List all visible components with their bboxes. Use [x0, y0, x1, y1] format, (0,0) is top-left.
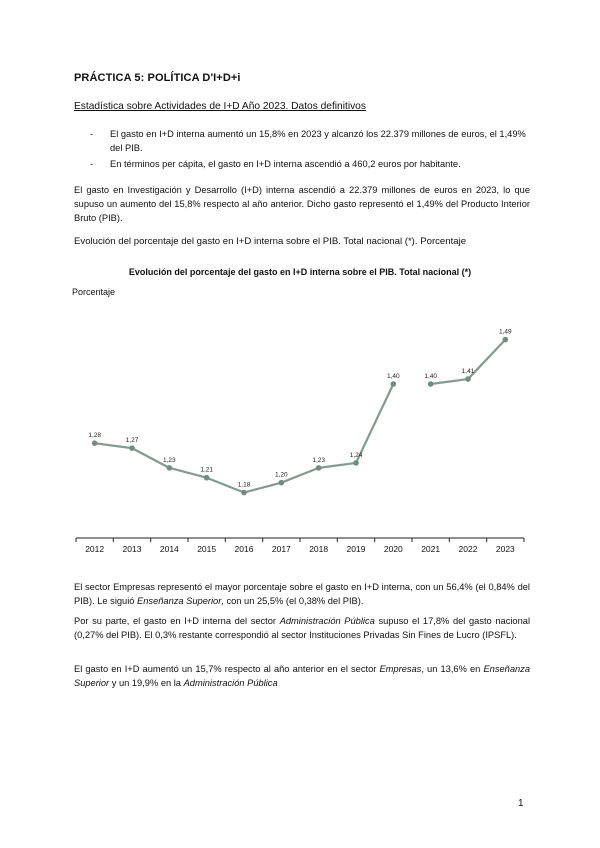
data-point: [391, 381, 397, 387]
x-tick-label: 2016: [234, 544, 254, 554]
data-label: 1,40: [387, 373, 400, 380]
bullet-text: El gasto en I+D interna aumentó un 15,8% en 2023 y alcanzó los 22.379 millones de euros, el 1,49% del PIB.: [110, 129, 526, 153]
x-tick-label: 2014: [159, 544, 179, 554]
paragraph-growth: [74, 662, 530, 690]
data-point: [204, 475, 210, 481]
paragraph-summary: El gasto en Investigación y Desarrollo (I+D) interna ascendió a 22.379 millones de euros en 2023, lo que supuso un aumento del 15,8% respecto al año anterior. Dicho gasto representó el 1,49% del Producto Interior Bruto (PIB).: [74, 185, 530, 223]
x-tick-label: 2017: [271, 544, 291, 554]
x-tick-label: 2018: [309, 544, 329, 554]
key-facts-list: [90, 128, 530, 175]
data-point: [279, 480, 285, 486]
data-label: 1,40: [424, 373, 437, 380]
data-point: [503, 337, 509, 343]
data-point: [353, 460, 359, 466]
x-tick-label: 2022: [458, 544, 478, 554]
data-label: 1,20: [275, 471, 288, 479]
data-point: [129, 445, 135, 451]
text-run: El gasto en I+D aumentó un 15,7% respecto al año anterior en el sector: [74, 664, 380, 674]
data-point: [92, 440, 98, 446]
x-tick-label: 2020: [383, 544, 403, 554]
data-point: [241, 490, 247, 496]
data-point: [428, 381, 434, 387]
chart-y-label: Porcentaje: [72, 287, 116, 297]
x-tick-label: 2013: [122, 544, 142, 554]
text-run: y un 19,9% en la: [109, 678, 184, 688]
data-label: 1,49: [499, 328, 512, 336]
data-label: 1,28: [88, 432, 101, 440]
data-point: [316, 465, 322, 471]
x-tick-label: 2019: [346, 544, 366, 554]
text-run: El sector Empresas representó el mayor porcentaje sobre el gasto en I+D interna, con un 56,4% (el 0,84% del PIB). Le siguió: [74, 582, 530, 606]
section-subtitle: Estadística sobre Actividades de I+D Año 2023. Datos definitivos: [74, 101, 366, 112]
text-run-italic: Empresas: [379, 664, 422, 674]
paragraph-public-sector: [74, 614, 530, 642]
text-run: , con un 25,5% (el 0,38% del PIB).: [221, 596, 364, 606]
data-label: 1,18: [237, 481, 251, 489]
x-tick-label: 2021: [421, 544, 441, 554]
data-label: 1,23: [312, 456, 325, 464]
data-label: 1,21: [200, 466, 213, 474]
data-label: 1,23: [163, 456, 176, 464]
line-chart: [70, 300, 530, 560]
data-point: [167, 465, 173, 471]
page-title: PRÁCTICA 5: POLÍTICA D'I+D+i: [74, 72, 241, 84]
bullet-text: En términos per cápita, el gasto en I+D interna ascendió a 460,2 euros por habitante.: [110, 159, 461, 169]
text-run: supuso el 17,8% del gasto nacional (0,27% del PIB). El 0,3% restante correspondió al sector Instituciones Privadas Sin Fines de Lucro (IPSFL).: [74, 616, 531, 640]
text-run-italic: Enseñanza Superior: [137, 596, 222, 606]
x-tick-label: 2015: [197, 544, 217, 554]
page-number: 1: [518, 798, 524, 809]
text-run: , un 13,6% en: [421, 664, 484, 674]
text-run: Por su parte, el gasto en I+D interna del sector: [74, 616, 280, 626]
paragraph-sectors: [74, 580, 530, 608]
list-item: [90, 128, 530, 155]
text-run-italic: Enseñanza Superior: [74, 664, 530, 688]
chart-title: Evolución del porcentaje del gasto en I+D interna sobre el PIB. Total nacional (*): [128, 267, 472, 277]
data-point: [465, 376, 471, 382]
series-line: [95, 384, 394, 493]
x-tick-label: 2023: [495, 544, 515, 554]
bullet-dash: -: [90, 129, 94, 139]
text-run-italic: Administración Pública: [183, 678, 278, 688]
text-run-italic: Administración Pública: [279, 616, 375, 626]
data-label: 1,24: [349, 451, 363, 459]
x-tick-label: 2012: [85, 544, 105, 554]
paragraph-chart-intro: Evolución del porcentaje del gasto en I+D interna sobre el PIB. Total nacional (*). Porcentaje: [74, 236, 467, 247]
data-label: 1,27: [125, 437, 139, 445]
list-item: [90, 158, 530, 172]
bullet-dash: -: [90, 159, 94, 169]
data-label: 1,41: [461, 368, 475, 376]
